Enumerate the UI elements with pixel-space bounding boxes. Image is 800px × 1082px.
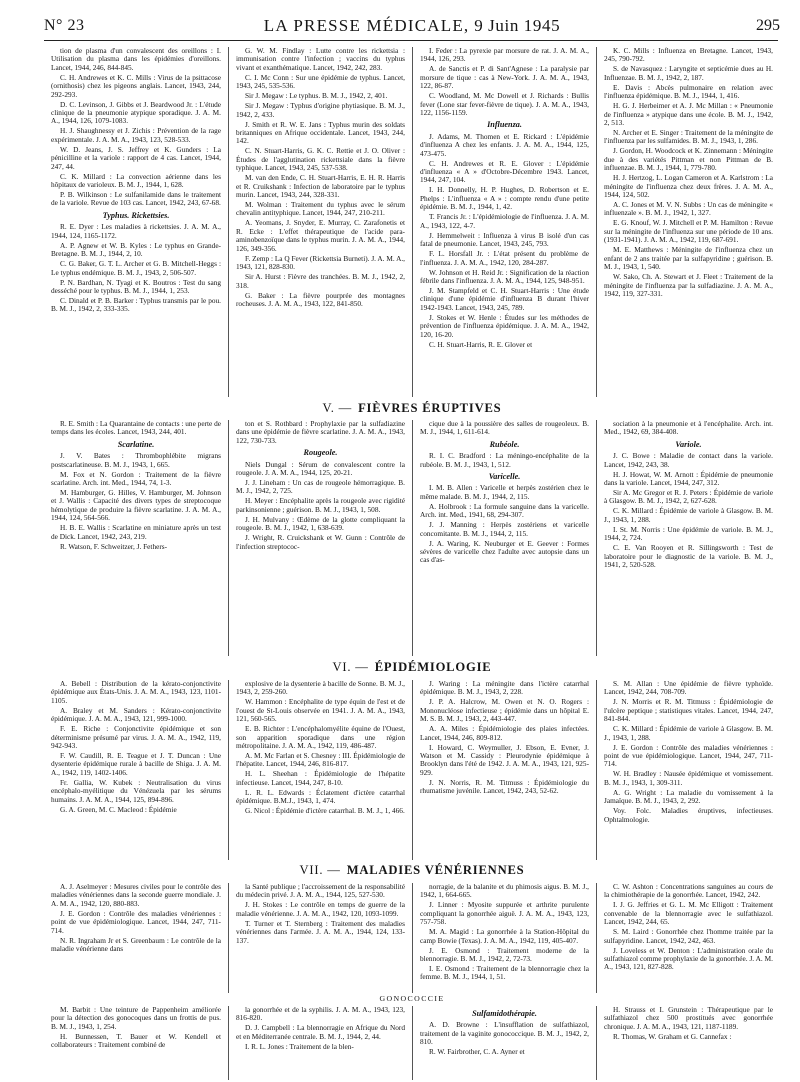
reference-entry: J. H. Stokes : Le contrôle en temps de guerre de la maladie vénérienne. J. A. M. A., 1942, 120, 1093-1099. [236, 900, 405, 918]
reference-entry: I. H. Donnelly, H. P. Hughes, D. Robertson et E. Phelps : L'influenza « A » : compte rendu d'une petite épidémie. B. M. J., 1944, 1, 42. [420, 185, 589, 212]
reference-entry: A. M. Mc Farlan et S. Chesney : III. Épidémiologie de l'hépatite. Lancet, 1944, 246, 816-817. [236, 751, 405, 769]
text-column [596, 680, 780, 860]
reference-entry: C. Dinald et P. B. Barker : Typhus transmis par le pou. B. M. J., 1942, 2, 333-335. [51, 295, 221, 314]
reference-entry: J. A. Waring, K. Neuburger et E. Geever : Formes sévères de varicelle chez l'adulte avec autopsie dans un cas d'as- [420, 538, 589, 565]
reference-entry: R. W. Fairbrother, C. A. Ayner et [429, 1047, 525, 1057]
text-column [228, 420, 412, 656]
reference-entry: C. I. Mc Conn : Sur une épidémie de typhus. Lancet, 1943, 245, 535-536. [236, 72, 405, 91]
reference-entry: ton et S. Rothbard : Prophylaxie par la sulfadiazine dans une épidémie de fièvre scarlatine. J. A. M. A., 1943, 122, 730-733. [236, 419, 405, 445]
reference-entry: H. L. Sheehan : Épidémiologie de l'hépatite infectieuse. Lancet, 1944, 247, 8-10. [236, 769, 405, 787]
text-column [228, 883, 412, 993]
reference-entry: H. Bunnessen, T. Bauer et W. Kendell et collaborateurs : Traitement combiné de [51, 1031, 221, 1050]
text-column [44, 883, 228, 993]
reference-entry: R. Watson, F. Schweitzer, J. Fethers- [60, 541, 168, 551]
text-column [228, 1006, 412, 1080]
reference-entry: Sir J. Megaw : Le typhus. B. M. J., 1942, 2, 401. [245, 91, 388, 101]
block-fievres-eruptives [44, 420, 780, 656]
reference-entry: J. E. Gordon : Contrôle des maladies vénériennes : point de vue épidémiologique. Lancet, 1944, 247, 711-714. [51, 908, 221, 935]
block-continued-references [44, 47, 780, 397]
reference-entry: F. W. Caudill, R. E. Teague et J. T. Duncan : Une dysenterie épidémique rurale à bacille de Shiga. J. A. M. A., 1942, 119, 1402-1406. [51, 751, 221, 777]
reference-entry: S. de Navasquez : Laryngite et septicémie dues au H. Influenzae. B. M. J., 1942, 2, 187. [604, 64, 773, 82]
reference-entry: I. J. G. Jeffries et G. L. M. Mc Elligott : Traitement convenable de la blennorragie avec le sulfathiazol. Lancet, 1942, 244, 65. [604, 900, 773, 927]
reference-entry: N. Archer et E. Singer : Traitement de la méningite de l'influenza par les sulfamides. B. M. J., 1943, 1, 286. [604, 128, 773, 146]
reference-entry: M. Wolman : Traitement du typhus avec le sérum chevalin antityphique. Lancet, 1944, 247, 210-211. [236, 200, 405, 218]
subsection-title: Variole. [675, 439, 702, 449]
reference-entry: I. Feder : La pyrexie par morsure de rat. J. A. M. A., 1944, 126, 293. [420, 46, 589, 64]
reference-entry: A. A. Miles : Épidémiologie des plaies infectées. Lancet, 1944, 246, 809-812. [420, 724, 589, 742]
reference-entry: D. J. Campbell : La blennorragie en Afrique du Nord et en Méditerranée centrale. B. M. J., 1944, 2, 44. [236, 1023, 405, 1041]
text-column [44, 680, 228, 860]
reference-entry: F. E. Riche : Conjonctivite épidémique et son déterminisme présumé par virus. J. A. M. A., 1942, 119, 942-943. [51, 724, 221, 751]
reference-entry: S. M. Allan : Une épidémie de fièvre typhoïde. Lancet, 1942, 244, 708-709. [604, 679, 773, 697]
reference-entry: M. Barbit : Une teinture de Pappenheim améliorée pour la détection des gonocoques dans un frottis de pus. B. M. J., 1943, 1, 254. [51, 1005, 221, 1031]
reference-entry: la gonorrhée et de la syphilis. J. A. M. A., 1943, 123, 816-820. [236, 1005, 405, 1023]
reference-entry: tion de plasma d'un convalescent des oreillons : I. Utilisation du plasma dans les épidémies d'oreillons. Lancet, 1944, 246, 844-845. [51, 46, 221, 72]
reference-entry: A. P. Agnew et W. B. Kyles : Le typhus en Grande-Bretagne. B. M. J., 1944, 2, 10. [51, 240, 221, 259]
reference-entry: J. M. Stampfeld et C. H. Stuart-Harris : Une étude clinique d'une épidémie d'influenza B durant l'hiver 1942-1943. Lancet, 1943, 245, 789. [420, 285, 589, 312]
reference-entry: R. E. Dyer : Les maladies à rickettsies. J. A. M. A., 1944, 124, 1165-1172. [51, 222, 221, 240]
reference-entry: J. Waring : La méningite dans l'ictère catarrhal épidémique. B. M. J., 1943, 2, 228. [420, 679, 589, 697]
reference-entry: sociation à la pneumonie et à l'encéphalite. Arch. int. Med., 1942, 69, 384-408. [604, 419, 773, 437]
reference-entry: M. A. Magid : La gonorrhée à la Station-Hôpital du camp Bowie (Texas). J. A. M. A., 1942, 119, 405-407. [420, 927, 589, 945]
reference-entry: A. G. Wright : La maladie du vomissement à la Jamaïque. B. M. J., 1943, 2, 292. [604, 787, 773, 806]
reference-entry: Niels Dungal : Sérum de convalescent contre la rougeole. J. A. M. A., 1944, 125, 20-21. [236, 459, 405, 478]
reference-entry: W. Hammon : Encéphalite de type équin de l'est et de l'ouest de St-Louis observée en 1941. J. A. M. A., 1943, 121, 560-565. [236, 697, 405, 724]
subsection-title: Typhus. Rickettsies. [102, 210, 170, 220]
journal-title [44, 16, 780, 36]
reference-entry: G. Baker : La fièvre pourprée des montagnes rocheuses. J. A. M. A., 1943, 122, 841-850. [236, 290, 405, 308]
section-heading-fievres-eruptives [44, 401, 780, 416]
reference-entry: H. Strauss et I. Grunstein : Thérapeutique par le sulfathiazol chez 500 prostitués avec gonorrhée chronique. J. A. M. A., 1943, 121, 1187-1189. [604, 1005, 773, 1031]
section-heading-maladies-veneriennes [44, 863, 780, 878]
reference-entry: H. G. J. Herbeimer et A. J. Mc Millan : « Pneumonie de l'influenza » atypique dans une école. B. M. J., 1942, 2, 513. [604, 101, 773, 128]
subsection-title: Varicelle. [488, 472, 521, 482]
reference-entry: M. Fox et N. Gordon : Traitement de la fièvre scarlatine. Arch. int. Med., 1944, 74, 1-3. [51, 469, 221, 488]
reference-entry: H. J. Shaughnessy et J. Zichis : Prévention de la rage expérimentale. J. A. M. A., 1943, 123, 528-533. [51, 126, 221, 144]
reference-entry: C. K. Millard : Épidémie de variole à Glasgow. B. M. J., 1943, 1, 288. [604, 724, 773, 742]
reference-entry: C. E. Van Rooyen et R. Sillingsworth : Test de laboratoire pour le diagnostic de la variole. B. M. J., 1941, 2, 520-528. [604, 543, 773, 570]
section-number: V. — [322, 401, 353, 415]
reference-entry: J. Wright, R. Cruickshank et W. Gunn : Contrôle de l'infection streptococ- [236, 533, 405, 551]
reference-entry: J. J. Lineham : Un cas de rougeole hémorragique. B. M. J., 1942, 2, 725. [236, 478, 405, 496]
reference-entry: H. Meyer : Encéphalite après la rougeole avec rigidité parkinsonienne ; guérison. B. M. J., 1943, 1, 508. [236, 496, 405, 514]
subsection-title: Influenza. [487, 120, 522, 130]
reference-entry: S. M. Laird : Gonorrhée chez l'homme traitée par la sulfapyridine. Lancet, 1942, 242, 463. [604, 927, 773, 945]
reference-entry: Fr. Gallia, W. Kubek : Neutralisation du virus encéphalo-myélitique du Vénézuela par les sérums humains. J. A. M. A., 1944, 125, 894-896. [51, 777, 221, 804]
reference-entry: E. G. Knouf, W. J. Mitchell et P. M. Hamilton : Revue sur la méningite de l'influenza sur une période de 10 ans. (1931-1941). J. A. M. A., 1942, 119, 687-691. [604, 218, 773, 245]
reference-entry: I. St. M. Norris : Une épidémie de variole. B. M. J., 1944, 2, 724. [604, 524, 773, 543]
journal-name: LA PRESSE MÉDICALE, [263, 16, 470, 35]
reference-entry: J. V. Bates : Thrombophlébite migrans postscarlatineuse. B. M. J., 1943, 1, 665. [51, 451, 221, 469]
section-name: MALADIES VÉNÉRIENNES [346, 863, 525, 877]
reference-entry: A. J. Aselmeyer : Mesures civiles pour le contrôle des maladies vénériennes dans la seconde guerre mondiale. J. A. M. A., 1942, 120, 880-883. [51, 882, 221, 908]
subsection-title: Rougeole. [303, 448, 338, 458]
text-column [44, 47, 228, 397]
reference-entry: J. N. Morris et R. M. Titmuss : Épidémiologie de l'ulcère peptique ; statistiques vitales. Lancet, 1944, 247, 841-844. [604, 697, 773, 724]
reference-entry: C. H. Andrewes et K. C. Mills : Virus de la psittacose (ornithosis) chez les pigeons anglais. Lancet, 1943, 244, 292-293. [51, 72, 221, 99]
reference-entry: N. R. Ingraham Jr et S. Greenbaum : Le contrôle de la maladie vénérienne dans [51, 935, 221, 954]
reference-entry: R. E. Smith : La Quarantaine de contacts : une perte de temps dans les écoles. Lancet, 1943, 244, 401. [51, 419, 221, 437]
reference-entry: H. B. E. Wallis : Scarlatine en miniature après un test de Dick. Lancet, 1942, 243, 219. [51, 523, 221, 541]
reference-entry: norragie, de la balanite et du phimosis aigus. B. M. J., 1942, 1, 664-665. [420, 882, 589, 900]
reference-entry: G. A. Green, M. C. Macleod : Épidémie [60, 804, 177, 814]
reference-entry: C. H. Stuart-Harris, R. E. Glover et [429, 339, 533, 349]
issue-date: 9 Juin 1945 [474, 16, 561, 35]
reference-entry: A. Braley et M. Sanders : Kérato-conjonctivite épidémique. J. A. M. A., 1943, 121, 999-1000. [51, 705, 221, 724]
text-column [44, 420, 228, 656]
reference-entry: P. B. Wilkinson : Le sulfanilamide dans le traitement de la variole. Revue de 103 cas. Lancet, 1942, 243, 67-68. [51, 190, 221, 208]
block-maladies-veneriennes [44, 883, 780, 993]
reference-entry: cique due à la poussière des salles de rougeoleux. B. M. J., 1944, 1, 611-614. [420, 419, 589, 437]
reference-entry: J. H. Mulvany : Œdème de la glotte compliquant la rougeole. B. M. J., 1942, 1, 638-639. [236, 514, 405, 533]
reference-entry: Sir A. Mc Gregor et R. J. Peters : Épidémie de variole à Glasgow. B. M. J., 1942, 2, 627-628. [604, 488, 773, 506]
section-number: VII. — [299, 863, 341, 877]
subsection-title: Scarlatine. [117, 439, 155, 449]
subsection-heading-gonococcie: GONOCOCCIE [379, 994, 445, 1003]
reference-entry: C. W. Ashton : Concentrations sanguines au cours de la chimiothérapie de la gonorrhée. Lancet, 1942, 242. [604, 882, 773, 900]
reference-entry: J. Stokes et W. Henle : Études sur les méthodes de prévention de l'influenza épidémique. J. A. M. A., 1942, 120, 16-20. [420, 312, 589, 339]
reference-entry: J. J. Manning : Herpès zostériens et varicelle concomitante. B. M. J., 1944, 2, 115. [420, 520, 589, 538]
subsection-title: Rubéole. [489, 439, 520, 449]
reference-entry: F. Zemp : La Q Fever (Rickettsia Burneti). J. A. M. A., 1943, 121, 828-830. [236, 253, 405, 272]
reference-entry: J. Smith et R. W. E. Jans : Typhus murin des soldats britanniques en Afrique occidentale. Lancet, 1943, 244, 142. [236, 119, 405, 146]
reference-entry: K. C. Mills : Influenza en Bretagne. Lancet, 1943, 245, 790-792. [604, 46, 773, 64]
reference-entry: R. Thomas, W. Graham et G. Cannefax : [613, 1031, 732, 1041]
reference-entry: A. D. Browne : L'insufflation de sulfathiazol, traitement de la vaginite gonococcique. B. M. J., 1942, 2, 810. [420, 1020, 589, 1047]
reference-entry: A. Holbrook : La formule sanguine dans la varicelle. Arch. int. Med., 1941, 68, 294-307. [420, 501, 589, 520]
reference-entry: W. D. Jeans, J. S. Jeffrey et K. Gunders : La pénicilline et la variole : rapport de 4 cas. Lancet, 1944, 247, 44. [51, 144, 221, 171]
text-column [412, 47, 596, 397]
reference-entry: A. de Sanctis et P. di Sant'Agnese : La paralysie par morsure de tique : cas à New-York. J. A. M. A., 1943, 122, 86-87. [420, 64, 589, 91]
section-name: FIÈVRES ÉRUPTIVES [358, 401, 502, 415]
reference-entry: I. E. Osmond : Traitement de la blennorragie chez la femme. B. M. J., 1944, 1, 51. [420, 964, 589, 982]
reference-entry: J. E. Gordon : Contrôle des maladies vénériennes : point de vue épidémiologique. Lancet, 1944, 247, 711-714. [604, 742, 773, 769]
reference-entry: P. N. Bardhan, N. Tyagi et K. Boutros : Test du sang desséché pour le typhus. B. M. J., 1944, 1, 253. [51, 277, 221, 295]
reference-entry: C. N. Stuart-Harris, G. K. C. Rettie et J. O. Oliver : Études de l'agglutination rickettsiale dans la fièvre typhique. Lancet, 1943, 245, 537-538. [236, 146, 405, 173]
text-column [596, 47, 780, 397]
reference-entry: J. Gordon, H. Woodcock et K. Zinnemann : Méningite due à des variétés Pittman et non Pittman de B. influenzae. B. M. J., 1944, 1, 779-780. [604, 146, 773, 173]
reference-entry: A. Bebell : Distribution de la kérato-conjonctivite épidémique aux États-Unis. J. A. M. A., 1943, 123, 1101-1105. [51, 679, 221, 705]
text-column [228, 680, 412, 860]
running-head [44, 16, 780, 40]
reference-entry: J. N. Norris, R. M. Titmuss : Épidémiologie du rhumatisme juvénile. Lancet, 1942, 243, 52-62. [420, 777, 589, 796]
text-column [412, 420, 596, 656]
reference-entry: M. van den Ende, C. H. Stuart-Harris, E. H. R. Harris et R. Cruikshank : Infection de laboratoire par le typhus murin. Lancet, 1943, 244, 328-331. [236, 173, 405, 200]
issue-number: N° 23 [44, 17, 85, 34]
text-column [596, 420, 780, 656]
reference-entry: J. E. Osmond : Traitement moderne de la blennorragie. B. M. J., 1942, 2, 72-73. [420, 945, 589, 964]
reference-entry: Sir J. Megaw : Typhus d'origine phytiasique. B. M. J., 1942, 2, 433. [236, 101, 405, 119]
text-column [596, 883, 780, 993]
reference-entry: M. E. Matthews : Méningite de l'influenza chez un enfant de 2 ans traitée par la sulfapyridine ; guérison. B. M. J., 1943, 1, 540. [604, 245, 773, 272]
reference-entry: J. Hemmelweit : Influenza à virus B isolé d'un cas fatal de pneumonie. Lancet, 1943, 245, 793. [420, 230, 589, 249]
subsection-title: Sulfamidothérapie. [472, 1009, 537, 1018]
text-column [412, 680, 596, 860]
section-heading-epidemiologie [44, 660, 780, 675]
reference-entry: T. Turner et T. Sternberg : Traitement des maladies vénériennes dans l'armée. J. A. M. A., 1944, 124, 133-137. [236, 918, 405, 945]
reference-entry: explosive de la dysenterie à bacille de Sonne. B. M. J., 1943, 2, 259-260. [236, 679, 405, 697]
reference-entry: W. H. Bradley : Nausée épidémique et vomissement. B. M. J., 1943, 1, 309-311. [604, 769, 773, 787]
reference-entry: D. C. Levinson, J. Gibbs et J. Beardwood Jr. : L'étude clinique de la pneumonie atypique sporadique. J. A. M. A., 1944, 126, 1079-1083. [51, 99, 221, 126]
section-name: ÉPIDÉMIOLOGIE [374, 660, 492, 674]
text-column [412, 883, 596, 993]
section-number: VI. — [332, 660, 369, 674]
reference-entry: Voy. Folc. Maladies éruptives, infectieuses. Ophtalmologie. [604, 806, 773, 824]
reference-entry: Sir A. Hurst : Fièvre des tranchées. B. M. J., 1942, 2, 318. [236, 272, 405, 290]
reference-entry: M. Hamburger, G. Hilles, V. Hamburger, M. Johnson et J. Wallis : Capacité des divers types de streptocoque hémolytique de produire la fièvre scarlatine. J. A. M. A., 1944, 124, 564-566. [51, 488, 221, 523]
reference-entry: C. K. Millard : La convection aérienne dans les hôpitaux de varioleux. B. M. J., 1944, 1, 628. [51, 171, 221, 190]
reference-entry: E. Davis : Abcès pulmonaire en relation avec l'influenza épidémique. B. M. J., 1944, 1, 416. [604, 82, 773, 101]
reference-entry: R. I. C. Bradford : La méningo-encéphalite de la rubéole. B. M. J., 1943, 1, 512. [420, 451, 589, 469]
header-rule [44, 40, 778, 41]
reference-entry: L. R. L. Edwards : Éclatement d'ictère catarrhal épidémique. B.M.J., 1943, 1, 474. [236, 787, 405, 806]
reference-entry: C. H. Andrewes et R. E. Glover : L'épidémie d'influenza « A » d'Octobre-Décembre 1943. Lancet, 1944, 247, 104. [420, 158, 589, 185]
reference-entry: H. J. Hertzog, L. Logan Cameron et A. Karlstrom : La méningite de l'influenza chez deux frères. J. A. M. A., 1944, 124, 502. [604, 173, 773, 200]
reference-entry: F. L. Horsfall Jr. : L'état présent du problème de l'influenza. J. A. M. A., 1942, 120, 284-287. [420, 249, 589, 267]
text-column [228, 47, 412, 397]
reference-entry: J. P. A. Halcrow, M. Owen et N. O. Rogers : Mononucléose infectieuse ; épidémie dans un hôpital E. M. S. B. M. J., 1943, 2, 443-447. [420, 697, 589, 724]
reference-entry: I. Howard, C. Weymuller, J. Ebson, E. Evner, J. Watson et M. Cassidy : Pleurodynie épidémique à Brooklyn dans l'été de 1942. J. A. M. A., 1943, 121, 925-929. [420, 742, 589, 777]
reference-entry: I. M. B. Allen : Varicelle et herpès zostérien chez le même malade. B. M. J., 1944, 2, 115. [420, 483, 589, 501]
reference-entry: C. Woodland, M. Mc Dowell et J. Richards : Bullis fever (Lone star fever-fièvre de tique). J. A. M. A., 1943, 122, 1156-1159. [420, 91, 589, 118]
reference-entry: J. Adams, M. Thomen et E. Rickard : L'épidémie d'influenza A chez les enfants. J. A. M. A., 1944, 125, 473-475. [420, 131, 589, 158]
reference-entry: la Santé publique ; l'accroissement de la responsabilité du médecin privé. J. A. M. A., 1944, 125, 527-530. [236, 882, 405, 900]
reference-entry: J. Linner : Myosite suppurée et arthrite purulente compliquant la gonorrhée aiguë. J. A. M. A., 1943, 123, 757-758. [420, 900, 589, 927]
block-epidemiologie [44, 680, 780, 860]
reference-entry: J. Loveless et W. Denton : L'administration orale du sulfathiazol comme prophylaxie de la gonorrhée. J. A. M. A., 1943, 121, 827-828. [604, 945, 773, 972]
reference-entry: T. Francis Jr. : L'épidémiologie de l'influenza. J. A. M. A., 1943, 122, 4-7. [420, 212, 589, 230]
reference-entry: A. Yeomans, J. Snyder, E. Murray, C. Zarafonetis et R. Ecke : L'effet thérapeutique de l'acide para-aminobenzoïque dans le typhus murin. J. A. M. A., 1944, 126, 349-356. [236, 218, 405, 253]
reference-entry: I. R. L. Jones : Traitement de la blen- [245, 1041, 354, 1051]
text-column [596, 1006, 780, 1080]
reference-entry: E. B. Richter : L'encéphalomyélite équine de l'Ouest, son apparition sporadique dans une région métropolitaine. J. A. M. A., 1942, 119, 486-487. [236, 724, 405, 751]
reference-entry: G. W. M. Findlay : Lutte contre les rickettsia : immunisation contre l'infection ; vaccins du typhus vivant et exanthématique. Lancet, 1942, 242, 283. [236, 46, 405, 72]
reference-entry: W. Johnson et H. Reid Jr. : Signification de la réaction fébrile dans l'influenza. J. A. M. A., 1944, 125, 948-951. [420, 267, 589, 285]
reference-entry: C. G. Baker, G. T. L. Archer et G. B. Mitchell-Heggs : Le typhus endémique. B. M. J., 1943, 2, 506-507. [51, 259, 221, 277]
reference-entry: W. Sako, Ch. A. Stewart et J. Fleet : Traitement de la méningite de l'influenza par la sulfadiazine. J. A. M. A., 1942, 119, 327-331. [604, 272, 773, 298]
reference-entry: C. K. Millard : Épidémie de variole à Glasgow. B. M. J., 1943, 1, 288. [604, 506, 773, 524]
reference-entry: G. Nicol : Épidémie d'ictère catarrhal. B. M. J., 1, 466. [245, 806, 405, 816]
text-column [44, 1006, 228, 1080]
block-gonococcie [44, 1006, 780, 1080]
reference-entry: A. C. Jones et M. V. N. Subbs : Un cas de méningite « influenzale ». B. M. J., 1942, 1, 327. [604, 200, 773, 218]
reference-entry: J. C. Bowe : Maladie de contact dans la variole. Lancet, 1942, 243, 38. [604, 451, 773, 469]
text-column [412, 1006, 596, 1080]
page-number: 295 [756, 17, 780, 34]
reference-entry: H. J. Howat, W. M. Arnott : Épidémie de pneumonie dans la variole. Lancet, 1944, 247, 312. [604, 469, 773, 488]
